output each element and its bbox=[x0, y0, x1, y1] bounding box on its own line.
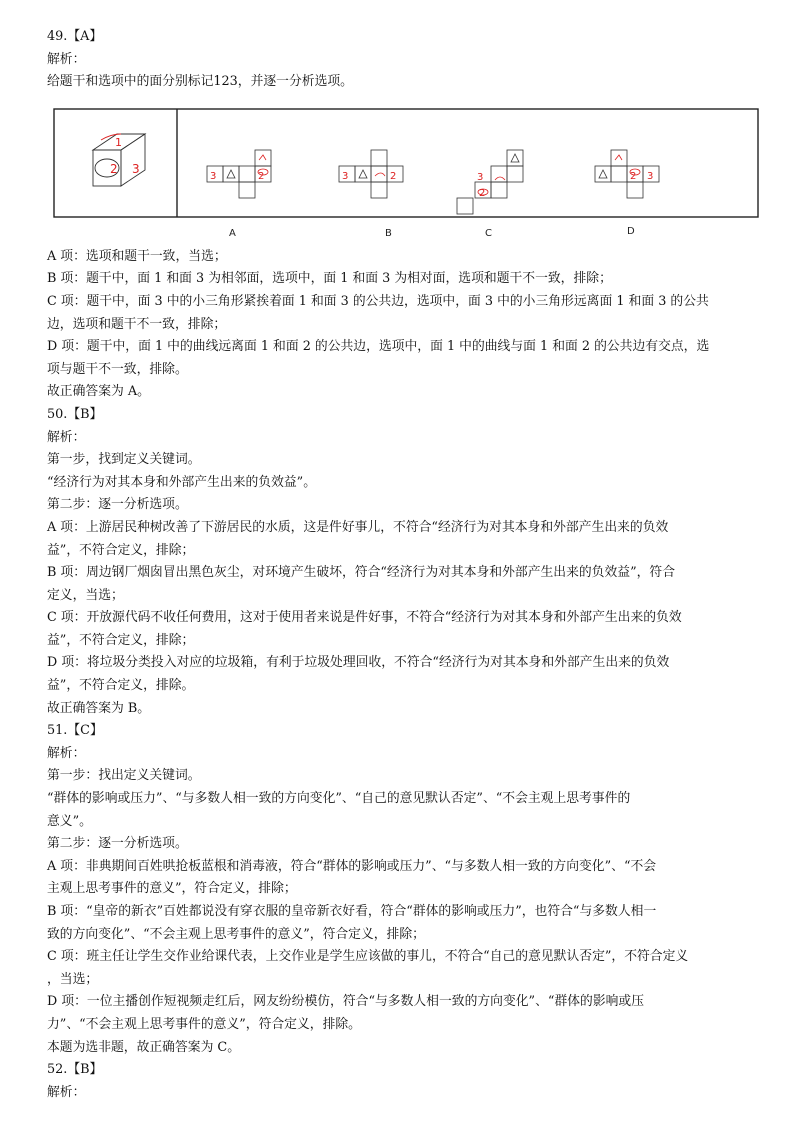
svg-text:2: 2 bbox=[258, 170, 265, 182]
stem-face-3: 3 bbox=[132, 161, 140, 176]
q50-line: 益”，不符合定义，排除。 bbox=[47, 678, 195, 694]
svg-text:3: 3 bbox=[647, 170, 654, 182]
q50-line: B 项：周边钢厂烟囱冒出黑色灰尘，对环境产生破坏，符合“经济行为对其本身和外部产生出来的负效益”，符合 bbox=[47, 565, 676, 581]
q50-answer: 故正确答案为 B。 bbox=[47, 700, 151, 716]
q51-line: A 项：非典期间百姓哄抢板蓝根和消毒液，符合“群体的影响或压力”、“与多数人相一致的方向变化”、“不会 bbox=[47, 858, 657, 874]
stem-face-2: 2 bbox=[110, 161, 118, 176]
net-option-c bbox=[457, 150, 523, 214]
q51-line: ，当选； bbox=[47, 971, 99, 987]
option-label-b: B bbox=[385, 227, 392, 239]
q49-intro: 给题干和选项中的面分别标记123，并逐一分析选项。 bbox=[47, 74, 353, 90]
svg-text:3: 3 bbox=[342, 170, 349, 182]
option-label-c: C bbox=[485, 227, 492, 239]
svg-text:2: 2 bbox=[630, 170, 637, 182]
q49-line: A 项：选项和题干一致，当选； bbox=[47, 248, 227, 264]
q51-answer: 本题为选非题，故正确答案为 C。 bbox=[47, 1039, 241, 1055]
q49-line: C 项：题干中，面 3 中的小三角形紧挨着面 1 和面 3 的公共边，选项中，面 3 中的小三角形远离面 1 和面 3 的公共 bbox=[47, 293, 709, 309]
q50-line: 第一步，找到定义关键词。 bbox=[47, 452, 201, 468]
option-label-d: D bbox=[627, 225, 635, 237]
answer-page bbox=[47, 26, 759, 1104]
q50-line: 益”，不符合定义，排除； bbox=[47, 542, 195, 558]
q49-line: D 项：题干中，面 1 中的曲线远离面 1 和面 2 的公共边，选项中，面 1 中的曲线与面 1 和面 2 的公共边有交点，选 bbox=[47, 339, 710, 355]
option-label-a: A bbox=[229, 227, 236, 239]
svg-text:3: 3 bbox=[477, 171, 484, 183]
q51-line: 致的方向变化”、“不会主观上思考事件的意义”，符合定义，排除； bbox=[47, 926, 425, 942]
q49-jiexi-label: 解析： bbox=[47, 51, 86, 67]
q49-answer: 故正确答案为 A。 bbox=[47, 384, 150, 400]
svg-text:2: 2 bbox=[479, 187, 486, 199]
q51-line: “群体的影响或压力”、“与多数人相一致的方向变化”、“自己的意见默认否定”、“不会主观上思考事件的 bbox=[47, 791, 631, 807]
q50-line: 第二步：逐一分析选项。 bbox=[47, 497, 188, 513]
q50-line: A 项：上游居民种树改善了下游居民的水质，这是件好事儿，不符合“经济行为对其本身和外部产生出来的负效 bbox=[47, 519, 669, 535]
cube-net-figure bbox=[53, 98, 761, 244]
q51-line: 力”、“不会主观上思考事件的意义”，符合定义，排除。 bbox=[47, 1016, 361, 1032]
q51-line: C 项：班主任让学生交作业给课代表，上交作业是学生应该做的事儿，不符合“自己的意见默认否定”，不符合定义 bbox=[47, 949, 689, 965]
q51-heading: 51.【C】 bbox=[47, 723, 103, 739]
q52-heading: 52.【B】 bbox=[47, 1062, 103, 1078]
q49-line: 边，选项和题干不一致，排除； bbox=[47, 316, 227, 332]
q51-line: 第一步：找出定义关键词。 bbox=[47, 768, 201, 784]
q51-line: 第二步：逐一分析选项。 bbox=[47, 836, 188, 852]
svg-text:2: 2 bbox=[390, 170, 397, 182]
q49-heading: 49.【A】 bbox=[47, 29, 103, 44]
q49-line: 项与题干不一致，排除。 bbox=[47, 361, 188, 377]
q50-line: D 项：将垃圾分类投入对应的垃圾箱，有利于垃圾处理回收，不符合“经济行为对其本身和外部产生出来的负效 bbox=[47, 655, 670, 671]
q50-line: 定义，当选； bbox=[47, 587, 124, 603]
q50-line: “经济行为对其本身和外部产生出来的负效益”。 bbox=[47, 474, 317, 490]
stem-face-1: 1 bbox=[115, 135, 122, 149]
svg-text:3: 3 bbox=[210, 170, 217, 182]
q52-jiexi-label: 解析： bbox=[47, 1084, 86, 1100]
q49-line: B 项：题干中，面 1 和面 3 为相邻面，选项中，面 1 和面 3 为相对面，选项和题干不一致，排除； bbox=[47, 271, 612, 287]
q51-line: 意义”。 bbox=[47, 813, 92, 829]
q51-line: 主观上思考事件的意义”，符合定义，排除； bbox=[47, 881, 297, 897]
q50-heading: 50.【B】 bbox=[47, 406, 103, 422]
q51-line: B 项：“皇帝的新衣”百姓都说没有穿衣服的皇帝新衣好看，符合“群体的影响或压力”，也符合“与多数人相一 bbox=[47, 904, 657, 919]
q51-line: D 项：一位主播创作短视频走红后，网友纷纷模仿，符合“与多数人相一致的方向变化”、“群体的影响或压 bbox=[47, 994, 645, 1010]
cube-net-diagram bbox=[53, 98, 761, 228]
q50-line: 解析： bbox=[47, 429, 86, 445]
q50-line: C 项：开放源代码不收任何费用，这对于使用者来说是件好事，不符合“经济行为对其本身和外部产生出来的负效 bbox=[47, 610, 682, 626]
q50-line: 益”，不符合定义，排除； bbox=[47, 632, 195, 648]
q51-line: 解析： bbox=[47, 745, 86, 761]
